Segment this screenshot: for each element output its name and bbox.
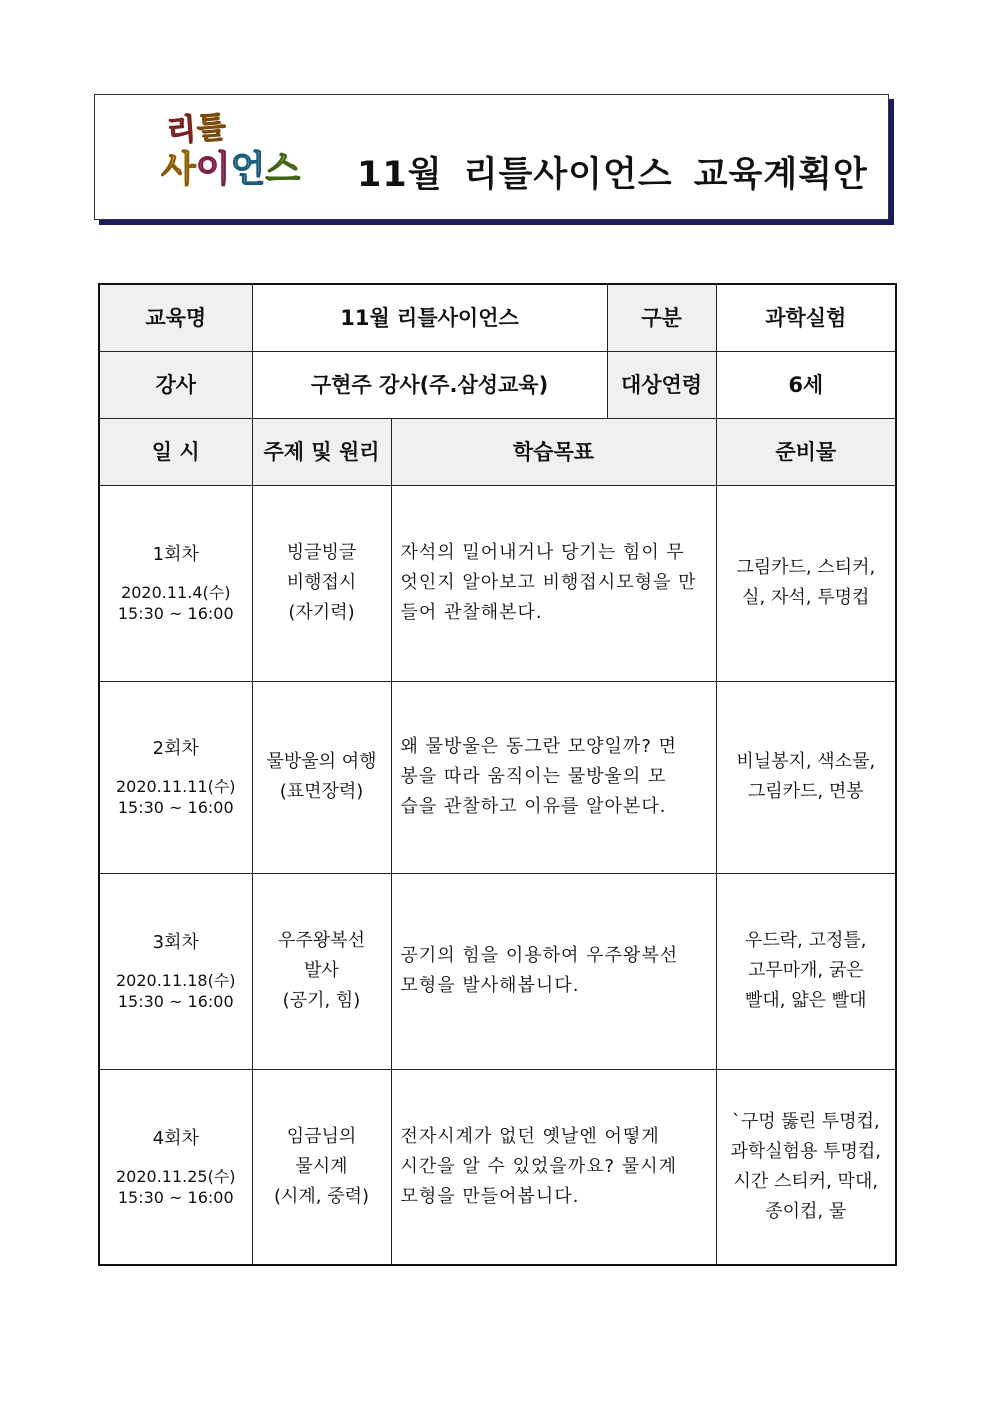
logo-line-2: 사이언스 (161, 149, 301, 190)
session-topic: 빙글빙글 비행접시 (자기력) (252, 485, 391, 681)
session-goal: 왜 물방울은 동그란 모양일까? 면 봉을 따라 움직이는 물방울의 모 습을 관찰하고 이유를 알아본다. (391, 681, 716, 873)
session-date: 2020.11.25(수) (115, 1166, 236, 1186)
session-materials: `구멍 뚫린 투명컵, 과학실험용 투명컵, 시간 스티커, 막대, 종이컵, 물 (716, 1069, 896, 1265)
session-time: 15:30 ~ 16:00 (117, 1187, 234, 1207)
session-goal: 전자시계가 없던 옛날엔 어떻게 시간을 알 수 있었을까요? 물시계 모형을 만들어봅니다. (391, 1069, 716, 1265)
session-time: 15:30 ~ 16:00 (117, 798, 234, 817)
session-schedule (99, 873, 252, 1069)
session-number: 1회차 (152, 544, 199, 565)
session-number: 3회차 (152, 932, 199, 953)
session-goal: 자석의 밀어내거나 당기는 힘이 무 엇인지 알아보고 비행접시모형을 만 들어 관찰해본다. (391, 485, 716, 681)
column-header-row (99, 418, 896, 485)
session-row (99, 485, 896, 681)
session-date: 2020.11.18(수) (115, 971, 236, 990)
session-row (99, 1069, 896, 1265)
session-materials: 그림카드, 스티커, 실, 자석, 투명컵 (716, 485, 896, 681)
session-schedule (99, 681, 252, 873)
instructor-label: 강사 (99, 351, 252, 418)
session-schedule (99, 485, 252, 681)
session-row (99, 873, 896, 1069)
materials-column-header: 준비물 (716, 418, 896, 485)
age-value: 6세 (716, 351, 896, 418)
instructor-row (99, 351, 896, 418)
session-time: 15:30 ~ 16:00 (117, 992, 234, 1011)
session-materials: 우드락, 고정틀, 고무마개, 굵은 빨대, 얇은 빨대 (716, 873, 896, 1069)
session-number: 4회차 (152, 1127, 199, 1149)
program-label: 교육명 (99, 284, 252, 351)
session-row (99, 681, 896, 873)
session-materials: 비닐봉지, 색소물, 그림카드, 면봉 (716, 681, 896, 873)
topic-column-header: 주제 및 원리 (252, 418, 391, 485)
session-date: 2020.11.11(수) (115, 777, 236, 796)
lesson-plan-table (98, 283, 897, 1266)
session-time: 15:30 ~ 16:00 (117, 604, 234, 623)
logo-line-1: 리틀 (165, 109, 229, 150)
title-box (94, 94, 889, 220)
session-topic: 임금님의 물시계 (시계, 중력) (252, 1069, 391, 1265)
category-label: 구분 (607, 284, 716, 351)
program-row (99, 284, 896, 351)
program-value: 11월 리틀사이언스 (252, 284, 607, 351)
session-topic: 우주왕복선 발사 (공기, 힘) (252, 873, 391, 1069)
document-title: 11월 리틀사이언스 교육계획안 (357, 155, 868, 195)
schedule-column-header: 일 시 (99, 418, 252, 485)
session-number: 2회차 (152, 738, 199, 759)
session-goal: 공기의 힘을 이용하여 우주왕복선 모형을 발사해봅니다. (391, 873, 716, 1069)
category-value: 과학실험 (716, 284, 896, 351)
goal-column-header: 학습목표 (391, 418, 716, 485)
instructor-value: 구현주 강사(주.삼성교육) (252, 351, 607, 418)
little-science-logo (161, 109, 329, 205)
session-topic: 물방울의 여행 (표면장력) (252, 681, 391, 873)
session-date: 2020.11.4(수) (121, 583, 231, 602)
age-label: 대상연령 (607, 351, 716, 418)
session-schedule (99, 1069, 252, 1265)
